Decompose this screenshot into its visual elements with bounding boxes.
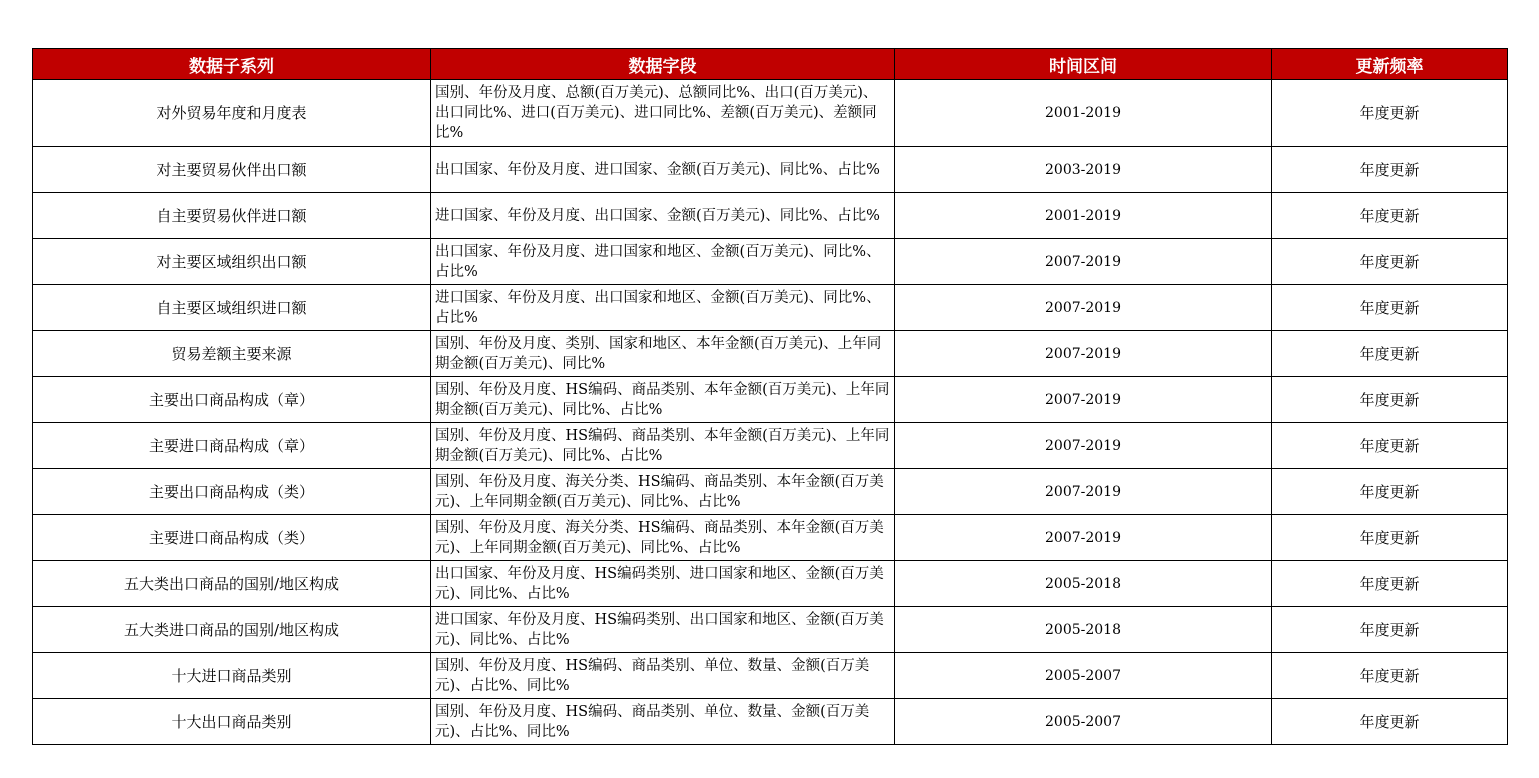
table-row bbox=[33, 469, 1508, 515]
table-row bbox=[33, 193, 1508, 239]
cell-frequency: 年度更新 bbox=[1272, 80, 1508, 147]
cell-fields: 国别、年份及月度、海关分类、HS编码、商品类别、本年金额(百万美元)、上年同期金额(百万美元)、同比%、占比% bbox=[431, 469, 895, 515]
table-row bbox=[33, 239, 1508, 285]
cell-period: 2001-2019 bbox=[895, 80, 1272, 147]
cell-series: 主要进口商品构成（类） bbox=[33, 515, 431, 561]
table-row bbox=[33, 377, 1508, 423]
cell-period: 2005-2007 bbox=[895, 699, 1272, 745]
cell-frequency: 年度更新 bbox=[1272, 607, 1508, 653]
cell-series: 贸易差额主要来源 bbox=[33, 331, 431, 377]
cell-period: 2001-2019 bbox=[895, 193, 1272, 239]
cell-fields: 出口国家、年份及月度、进口国家和地区、金额(百万美元)、同比%、占比% bbox=[431, 239, 895, 285]
cell-fields: 国别、年份及月度、HS编码、商品类别、单位、数量、金额(百万美元)、占比%、同比% bbox=[431, 699, 895, 745]
cell-period: 2007-2019 bbox=[895, 423, 1272, 469]
table-row bbox=[33, 423, 1508, 469]
cell-series: 主要出口商品构成（类） bbox=[33, 469, 431, 515]
table-row bbox=[33, 699, 1508, 745]
table-row bbox=[33, 607, 1508, 653]
cell-frequency: 年度更新 bbox=[1272, 147, 1508, 193]
data-series-table bbox=[32, 48, 1508, 745]
header-period: 时间区间 bbox=[895, 49, 1272, 80]
cell-period: 2007-2019 bbox=[895, 469, 1272, 515]
cell-period: 2005-2018 bbox=[895, 561, 1272, 607]
cell-frequency: 年度更新 bbox=[1272, 515, 1508, 561]
cell-series: 五大类进口商品的国别/地区构成 bbox=[33, 607, 431, 653]
cell-period: 2003-2019 bbox=[895, 147, 1272, 193]
cell-frequency: 年度更新 bbox=[1272, 377, 1508, 423]
table-row bbox=[33, 331, 1508, 377]
cell-fields: 国别、年份及月度、总额(百万美元)、总额同比%、出口(百万美元)、出口同比%、进口(百万美元)、进口同比%、差额(百万美元)、差额同比% bbox=[431, 80, 895, 147]
cell-fields: 出口国家、年份及月度、进口国家、金额(百万美元)、同比%、占比% bbox=[431, 147, 895, 193]
header-frequency: 更新频率 bbox=[1272, 49, 1508, 80]
cell-fields: 国别、年份及月度、HS编码、商品类别、本年金额(百万美元)、上年同期金额(百万美元)、同比%、占比% bbox=[431, 377, 895, 423]
cell-period: 2007-2019 bbox=[895, 285, 1272, 331]
table-header-row bbox=[33, 49, 1508, 80]
cell-fields: 国别、年份及月度、HS编码、商品类别、本年金额(百万美元)、上年同期金额(百万美元)、同比%、占比% bbox=[431, 423, 895, 469]
cell-frequency: 年度更新 bbox=[1272, 423, 1508, 469]
cell-fields: 出口国家、年份及月度、HS编码类别、进口国家和地区、金额(百万美元)、同比%、占比% bbox=[431, 561, 895, 607]
table-row bbox=[33, 561, 1508, 607]
cell-period: 2007-2019 bbox=[895, 239, 1272, 285]
cell-frequency: 年度更新 bbox=[1272, 561, 1508, 607]
cell-frequency: 年度更新 bbox=[1272, 331, 1508, 377]
cell-fields: 进口国家、年份及月度、HS编码类别、出口国家和地区、金额(百万美元)、同比%、占比% bbox=[431, 607, 895, 653]
cell-frequency: 年度更新 bbox=[1272, 193, 1508, 239]
cell-frequency: 年度更新 bbox=[1272, 469, 1508, 515]
table-row bbox=[33, 147, 1508, 193]
cell-series: 对主要贸易伙伴出口额 bbox=[33, 147, 431, 193]
cell-period: 2007-2019 bbox=[895, 377, 1272, 423]
cell-frequency: 年度更新 bbox=[1272, 239, 1508, 285]
header-series: 数据子系列 bbox=[33, 49, 431, 80]
cell-series: 对主要区域组织出口额 bbox=[33, 239, 431, 285]
cell-frequency: 年度更新 bbox=[1272, 699, 1508, 745]
cell-period: 2005-2018 bbox=[895, 607, 1272, 653]
cell-frequency: 年度更新 bbox=[1272, 653, 1508, 699]
cell-series: 十大出口商品类别 bbox=[33, 699, 431, 745]
cell-period: 2007-2019 bbox=[895, 515, 1272, 561]
table-row bbox=[33, 285, 1508, 331]
cell-fields: 进口国家、年份及月度、出口国家和地区、金额(百万美元)、同比%、占比% bbox=[431, 285, 895, 331]
table-row bbox=[33, 653, 1508, 699]
cell-fields: 国别、年份及月度、类别、国家和地区、本年金额(百万美元)、上年同期金额(百万美元)、同比% bbox=[431, 331, 895, 377]
cell-fields: 国别、年份及月度、HS编码、商品类别、单位、数量、金额(百万美元)、占比%、同比% bbox=[431, 653, 895, 699]
cell-series: 五大类出口商品的国别/地区构成 bbox=[33, 561, 431, 607]
cell-period: 2005-2007 bbox=[895, 653, 1272, 699]
cell-series: 主要进口商品构成（章） bbox=[33, 423, 431, 469]
table-row bbox=[33, 515, 1508, 561]
cell-frequency: 年度更新 bbox=[1272, 285, 1508, 331]
cell-series: 主要出口商品构成（章） bbox=[33, 377, 431, 423]
cell-period: 2007-2019 bbox=[895, 331, 1272, 377]
cell-series: 对外贸易年度和月度表 bbox=[33, 80, 431, 147]
cell-series: 自主要贸易伙伴进口额 bbox=[33, 193, 431, 239]
header-fields: 数据字段 bbox=[431, 49, 895, 80]
cell-fields: 国别、年份及月度、海关分类、HS编码、商品类别、本年金额(百万美元)、上年同期金额(百万美元)、同比%、占比% bbox=[431, 515, 895, 561]
cell-series: 自主要区域组织进口额 bbox=[33, 285, 431, 331]
cell-series: 十大进口商品类别 bbox=[33, 653, 431, 699]
cell-fields: 进口国家、年份及月度、出口国家、金额(百万美元)、同比%、占比% bbox=[431, 193, 895, 239]
table-row bbox=[33, 80, 1508, 147]
data-table-container bbox=[32, 48, 1507, 745]
